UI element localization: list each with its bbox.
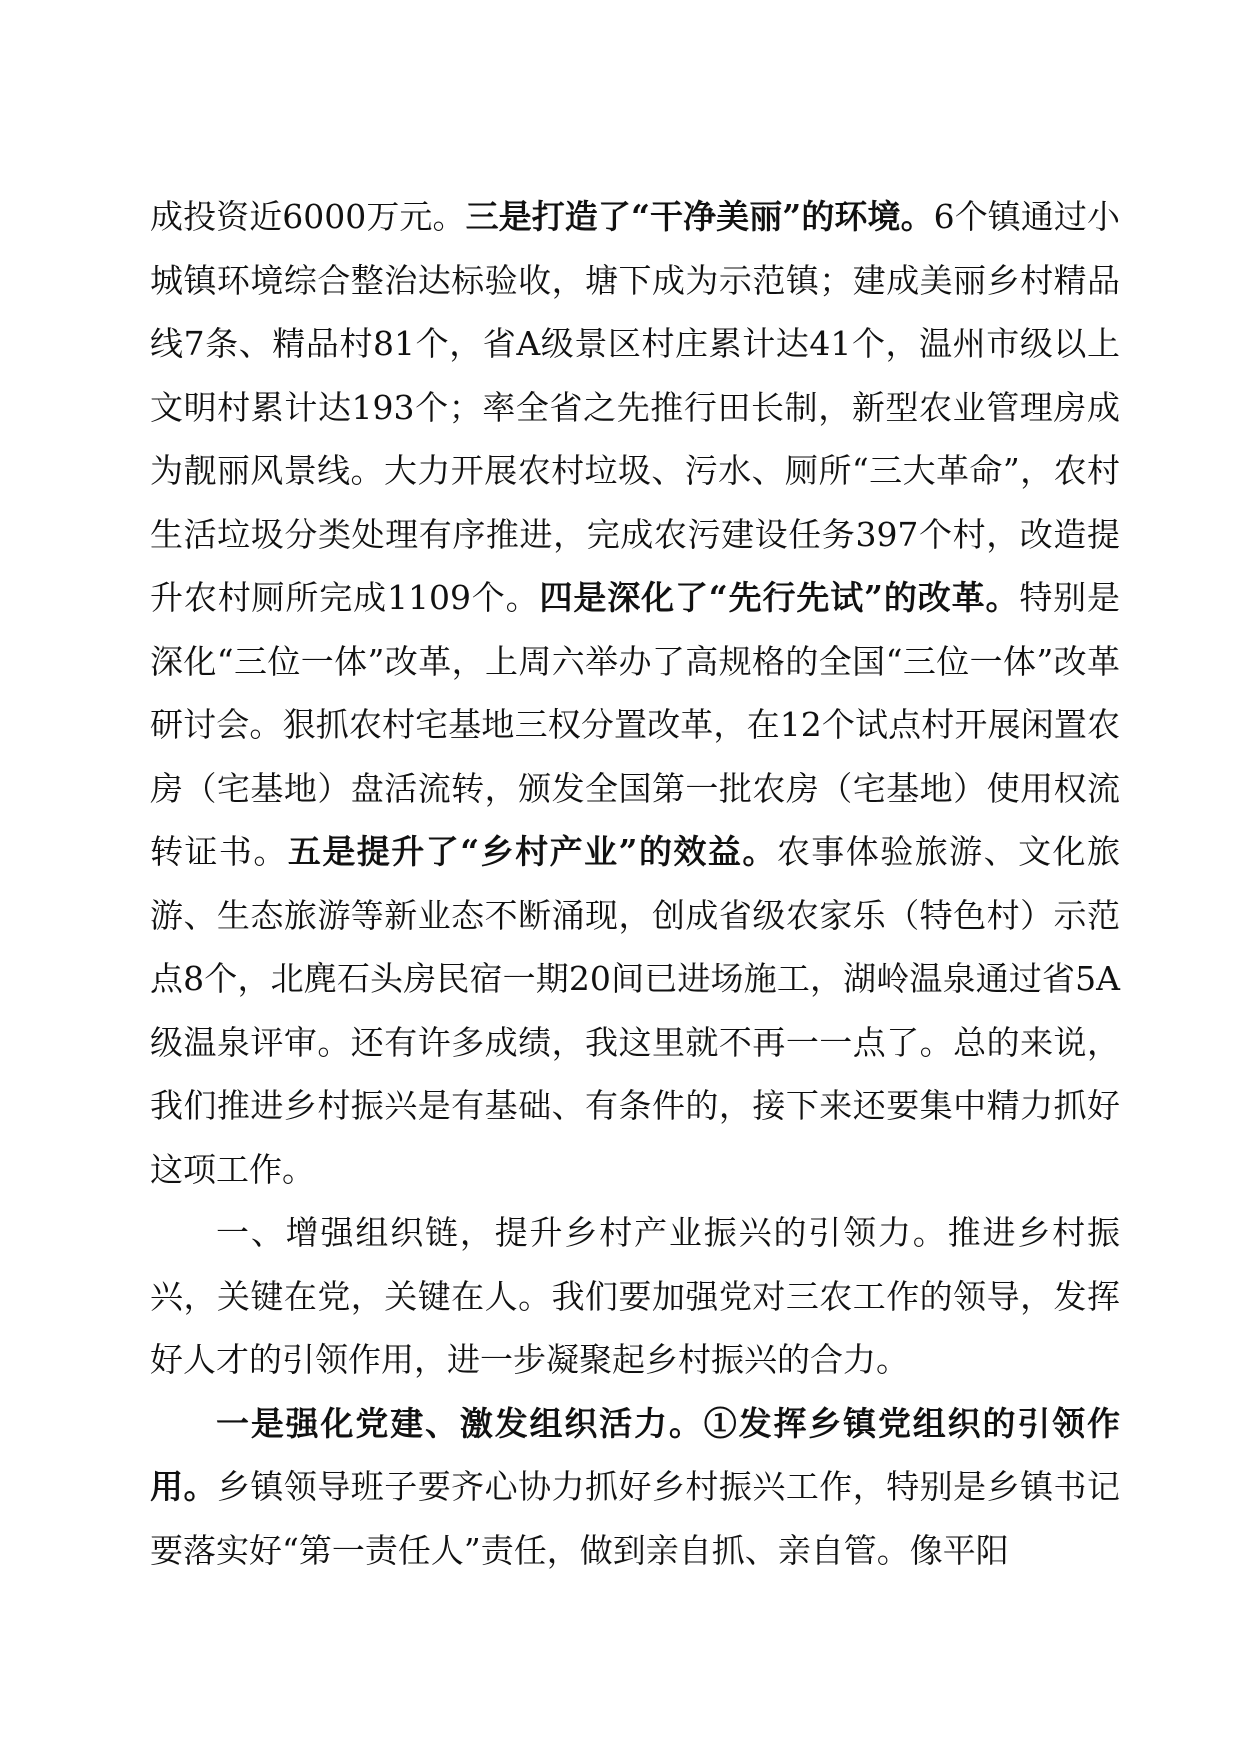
paragraph-party-building xyxy=(150,1392,1120,1583)
bold-heading-party-building: 一是强化党建、激发组织活力。①发挥乡镇党组织的引领作用。 xyxy=(150,1403,1120,1506)
text-run: 特别是深化“三位一体”改革，上周六举办了高规格的全国“三位一体”改革研讨会。狠抓农村宅基地三权分置改革，在12个试点村开展闲置农房（宅基地）盘活流转，颁发全国第一批农房（宅基地）使用权流转证书。 xyxy=(150,578,1121,871)
text-run: 乡镇领导班子要齐心协力抓好乡村振兴工作，特别是乡镇书记要落实好“第一责任人”责任，做到亲自抓、亲自管。像平阳 xyxy=(150,1467,1121,1570)
text-run: 农事体验旅游、文化旅游、生态旅游等新业态不断涌现，创成省级农家乐（特色村）示范点8个，北麂石头房民宿一期20间已进场施工，湖岭温泉通过省5A级温泉评审。还有许多成绩，我这里就不再一一点了。总的来说，我们推进乡村振兴是有基础、有条件的，接下来还要集中精力抓好这项工作。 xyxy=(150,832,1121,1189)
bold-heading-industry: 五是提升了“乡村产业”的效益。 xyxy=(287,832,777,871)
section-heading-text: 一、增强组织链，提升乡村产业振兴的引领力。推进乡村振兴，关键在党，关键在人。我们要加强党对三农工作的领导，发挥好人才的引领作用，进一步凝聚起乡村振兴的合力。 xyxy=(150,1213,1120,1379)
paragraph-achievements xyxy=(150,185,1120,1201)
text-run: 6个镇通过小城镇环境综合整治达标验收，塘下成为示范镇；建成美丽乡村精品线7条、精品村81个，省A级景区村庄累计达41个，温州市级以上文明村累计达193个；率全省之先推行田长制，新型农业管理房成为靓丽风景线。大力开展农村垃圾、污水、厕所“三大革命”，农村生活垃圾分类处理有序推进，完成农污建设任务397个村，改造提升农村厕所完成1109个。 xyxy=(150,197,1121,617)
bold-heading-reform: 四是深化了“先行先试”的改革。 xyxy=(539,578,1020,617)
paragraph-section-one xyxy=(150,1201,1120,1392)
text-run: 成投资近6000万元。 xyxy=(150,197,466,236)
document-page xyxy=(150,185,1120,1582)
bold-heading-environment: 三是打造了“干净美丽”的环境。 xyxy=(465,197,934,236)
